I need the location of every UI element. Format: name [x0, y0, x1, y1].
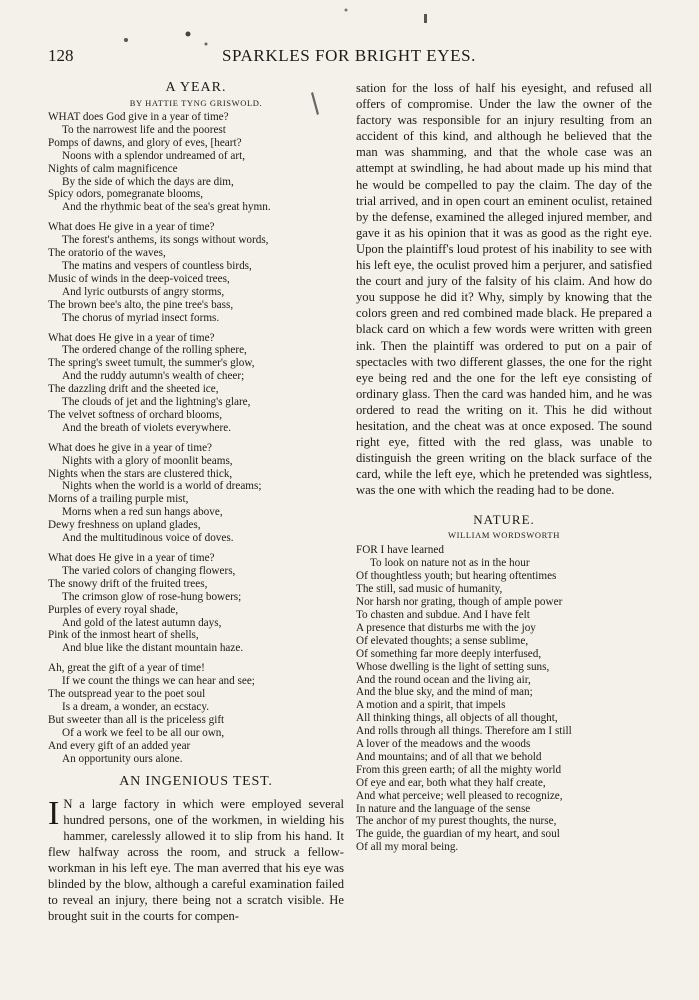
poem-stanza	[48, 552, 344, 655]
poem-line: The ordered change of the rolling sphere,	[62, 344, 247, 357]
poem-line: Spicy odors, pomegranate blooms,	[48, 188, 204, 201]
poem-line: The matins and vespers of countless birds,	[62, 259, 252, 272]
poem-line: And every gift of an added year	[48, 739, 191, 752]
poem-line: Nights when the world is a world of dreams;	[62, 480, 262, 493]
poem-line: The clouds of jet and the lightning's glare,	[62, 396, 251, 409]
poem-line: Purples of every royal shade,	[48, 603, 179, 616]
poem-stanza	[48, 332, 344, 435]
page-header	[42, 46, 662, 68]
poem-line: What does He give in a year of time?	[48, 552, 215, 564]
poem-line: Ah, great the gift of a year of time!	[48, 662, 205, 675]
poem-line: And what perceive; well pleased to recognize,	[356, 789, 563, 802]
poem-line: The outspread year to the poet soul	[48, 688, 206, 701]
page-number: 128	[48, 46, 74, 65]
nature-title: NATURE.	[473, 512, 535, 528]
poem-line: If we count the things we can hear and see;	[62, 675, 255, 688]
poem-line: Nor harsh nor grating, though of ample power	[356, 596, 563, 609]
poem-line: And the blue sky, and the mind of man;	[356, 686, 533, 699]
essay-text-right: sation for the loss of half his eyesight, and refused all offers of compromise. Under the law the owner of the factory was responsible for an injury resulting from an accident of this kind, and although he believed that the man was shamming, and that the whole case was an attempt at swindling, he had about made up his mind that he would be compelled to pay the claim. The day of the trial arrived, and in open court an eminent oculist, retained by the defense, examined the alleged injured member, and gave it as his opinion that it was as good as the right eye. Upon the plaintiff's loud protest of his inability to see with his left eye, the oculist proved him a perjurer, and satisfied the court and jury of the falsity of his claim. And how do you suppose he did it? Why, simply by knowing that the colors green and red combined made black. He prepared a black card on which a few words were written with green ink. Then the plaintiff was ordered to put on a pair of spectacles with two different glasses, the one for the right eye being red and the one for the left eye consisting of ordinary glass. Then the card was handed him, and he was ordered to read the writing on it. This he did without hesitation, and the cheat was at once exposed. The sound right eye, fitted with the red glass, was unable to distinguish the green writing on the black surface of the card, while the left eye, which he pretended was sightless, was the one with which the reading had to be done.	[356, 81, 652, 498]
essay-title: AN INGENIOUS TEST.	[119, 773, 273, 789]
poem-line: The snowy drift of the fruited trees,	[48, 577, 208, 590]
right-column	[356, 80, 652, 854]
poem-line: The dazzling drift and the sheeted ice,	[48, 383, 219, 396]
poem-nature	[356, 544, 652, 854]
poem-stanza	[48, 662, 344, 765]
poem-line: To the narrowest life and the poorest	[62, 123, 226, 136]
poem-line: The chorus of myriad insect forms.	[62, 311, 220, 324]
poem-line: And the breath of violets everywhere.	[62, 421, 231, 434]
poem-line: Of eye and ear, both what they half create,	[356, 776, 546, 789]
poem-line: FOR I have learned	[356, 544, 444, 557]
poem-line: The forest's anthems, its songs without words,	[62, 234, 269, 247]
poem-line: A motion and a spirit, that impels	[356, 699, 506, 712]
poem-line: And the ruddy autumn's wealth of cheer;	[62, 370, 245, 383]
poem-line: To look on nature not as in the hour	[370, 557, 530, 570]
essay-paragraph: N a large factory in which were employed several hundred persons, one of the workmen, in wielding his hammer, carelessly allowed it to slip from his hand. It flew halfway across the room, and struck a fellow-workman in his left eye. The man averred that his eye was blinded by the blow, although a careful examination failed to reveal an injury, there being not a scratch visible. He brought suit in the courts for compen-	[48, 796, 344, 924]
poem-line: Pomps of dawns, and glory of eves, [heart?	[48, 136, 242, 149]
essay-text-left	[48, 796, 344, 925]
poem-line: Of all my moral being.	[356, 841, 459, 854]
poem-line: Of thoughtless youth; but hearing oftentimes	[356, 570, 557, 583]
poem-line: To chasten and subdue. And I have felt	[356, 608, 530, 621]
poem-line: The crimson glow of rose-hung bowers;	[62, 590, 242, 603]
poem-line: Music of winds in the deep-voiced trees,	[48, 272, 230, 285]
poem-line: From this green earth; of all the mighty world	[356, 763, 562, 776]
poem-byline: BY HATTIE TYNG GRISWOLD.	[129, 98, 263, 108]
running-title: SPARKLES FOR BRIGHT EYES.	[222, 46, 477, 65]
poem-line: Morns of a trailing purple mist,	[48, 493, 189, 506]
poem-line: And rolls through all things. Therefore am I still	[356, 725, 572, 738]
poem-line: Is a dream, a wonder, an ecstacy.	[62, 700, 209, 713]
poem-line: Noons with a splendor undreamed of art,	[62, 149, 245, 162]
poem-line: The guide, the guardian of my heart, and soul	[356, 828, 560, 841]
poem-line: And the rhythmic beat of the sea's great hymn.	[62, 201, 271, 214]
poem-line: Of something far more deeply interfused,	[356, 647, 542, 660]
poem-line: The oratorio of the waves,	[48, 247, 166, 260]
poem-line: By the side of which the days are dim,	[62, 175, 234, 188]
poem-title: A YEAR.	[165, 80, 227, 95]
poem-line: And mountains; and of all that we behold	[356, 750, 542, 763]
poem-line: Whose dwelling is the light of setting suns,	[356, 660, 550, 673]
poem-line: And the multitudinous voice of doves.	[62, 532, 234, 545]
poem-stanza	[48, 111, 344, 214]
poem-line: The still, sad music of humanity,	[356, 583, 503, 596]
poem-line: And the round ocean and the living air,	[356, 673, 531, 686]
poem-line: A lover of the meadows and the woods	[356, 738, 531, 751]
poem-line: Morns when a red sun hangs above,	[62, 506, 223, 519]
poem-line: What does He give in a year of time?	[48, 331, 215, 344]
poem-line: And gold of the latest autumn days,	[62, 616, 222, 629]
poem-line: Of elevated thoughts; a sense sublime,	[356, 634, 529, 647]
poem-line: All thinking things, all objects of all thought,	[356, 712, 558, 725]
poem-line: The brown bee's alto, the pine tree's bass,	[48, 298, 234, 311]
poem-stanza	[48, 221, 344, 324]
poem-line: The velvet softness of orchard blooms,	[48, 408, 222, 421]
poem-line: Nights of calm magnificence	[48, 162, 178, 175]
poem-line: The varied colors of changing flowers,	[62, 564, 236, 577]
poem-line: And lyric outbursts of angry storms,	[62, 285, 225, 298]
poem-line: What does He give in a year of time?	[48, 221, 215, 234]
poem-line: WHAT does God give in a year of time?	[48, 111, 229, 123]
poem-line: The spring's sweet tumult, the summer's glow,	[48, 357, 255, 370]
poem-line: Dewy freshness on upland glades,	[48, 519, 201, 532]
poem-line: In nature and the language of the sense	[356, 802, 531, 815]
poem-line: Nights when the stars are clustered thick,	[48, 467, 233, 480]
essay-dropcap: I	[48, 794, 60, 832]
poem-line: And blue like the distant mountain haze.	[62, 642, 244, 655]
left-column	[48, 80, 344, 924]
poem-line: Of a work we feel to be all our own,	[62, 726, 225, 739]
poem-line: But sweeter than all is the priceless gift	[48, 713, 225, 726]
poem-stanza	[48, 442, 344, 545]
poem-line: What does he give in a year of time?	[48, 441, 213, 454]
poem-line: A presence that disturbs me with the joy	[356, 621, 536, 634]
poem-a-year	[48, 111, 344, 766]
nature-byline: WILLIAM WORDSWORTH	[448, 530, 560, 541]
poem-line: Pink of the inmost heart of shells,	[48, 629, 199, 642]
poem-line: The anchor of my purest thoughts, the nurse,	[356, 815, 557, 828]
poem-line: Nights with a glory of moonlit beams,	[62, 454, 233, 467]
poem-line: An opportunity ours alone.	[62, 752, 183, 765]
